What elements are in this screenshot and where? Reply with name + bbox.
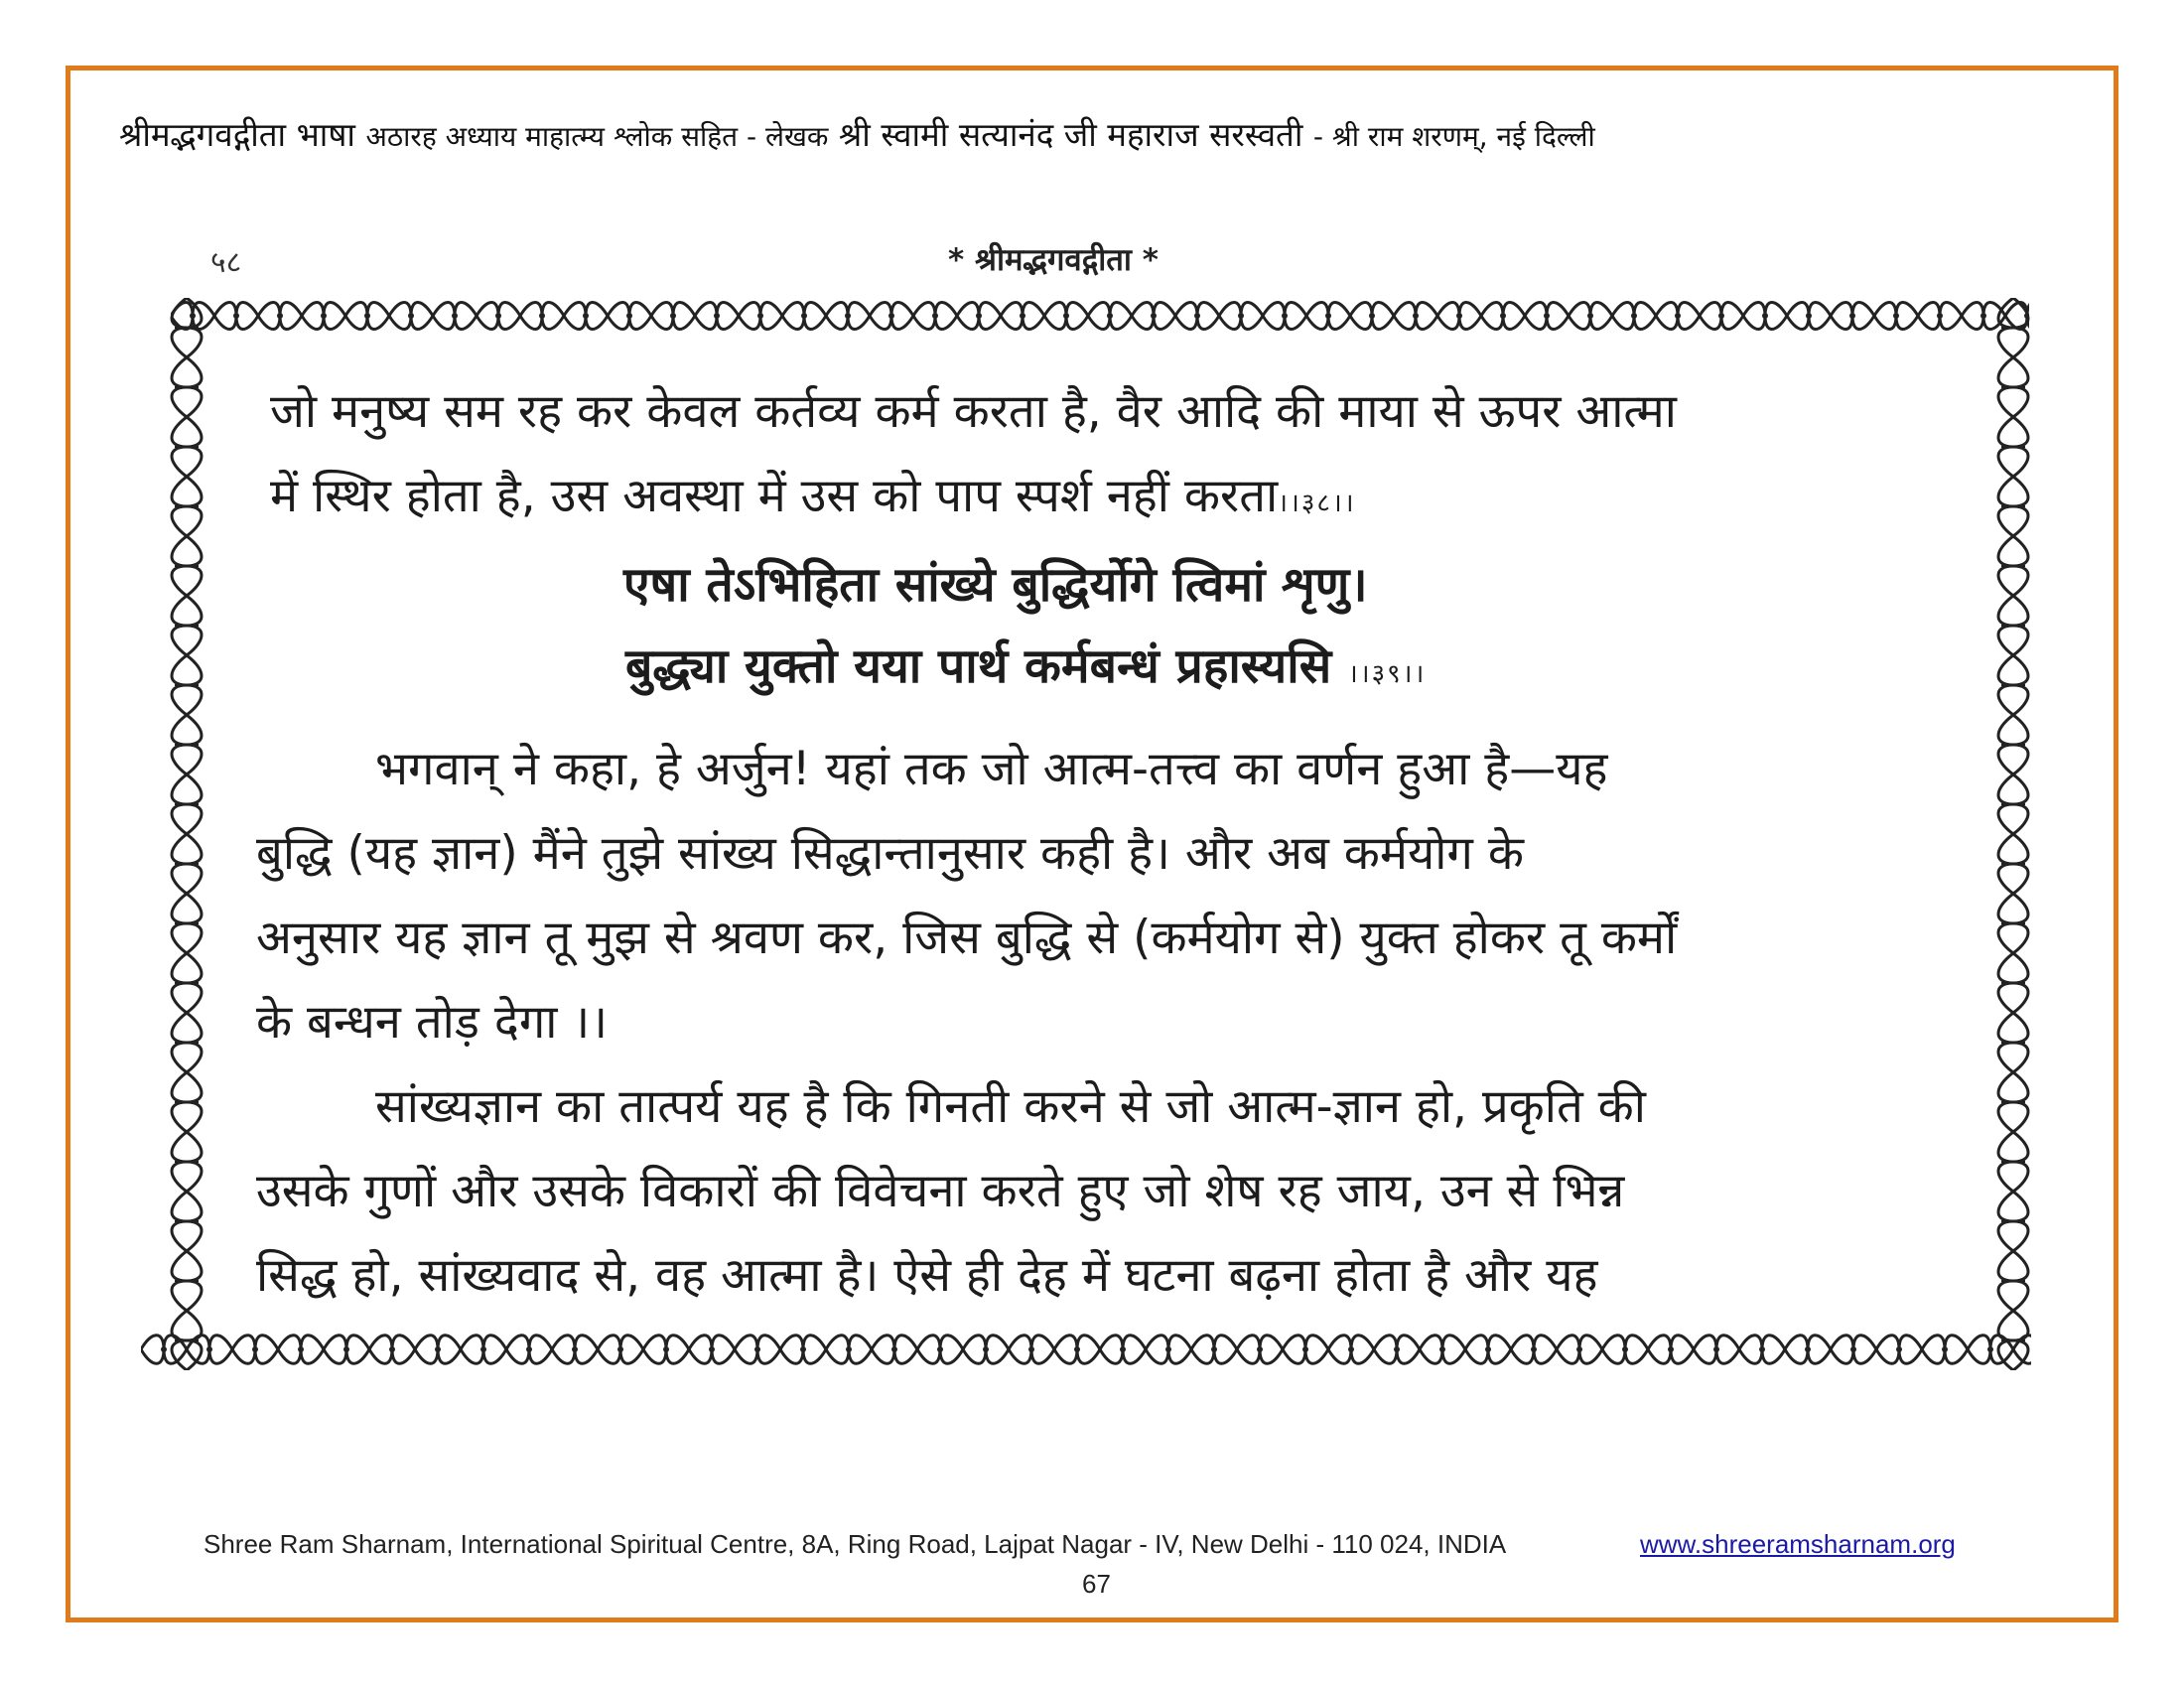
- header-subtitle: अठारह अध्याय माहात्म्य श्लोक सहित - लेखक: [365, 120, 829, 153]
- scan-page-number: ५८: [210, 245, 242, 280]
- text-line-5: अनुसार यह ज्ञान तू मुझ से श्रवण कर, जिस बुद्धि से (कर्मयोग से) युक्त होकर तू कर्मों: [256, 911, 1678, 965]
- website-link[interactable]: www.shreeramsharnam.org: [1640, 1529, 1956, 1559]
- ornament-border-right: [1987, 298, 2039, 1370]
- shloka-line-2-body: बुद्ध्या युक्तो यया पार्थ कर्मबन्धं प्रहास्यसि: [625, 638, 1332, 694]
- ornament-border-bottom: [141, 1327, 2031, 1372]
- header-author: श्री स्वामी सत्यानंद जी महाराज सरस्वती: [838, 115, 1303, 154]
- text-line-1: जो मनुष्य सम रह कर केवल कर्तव्य कर्म करता है, वैर आदि की माया से ऊपर आत्मा: [270, 384, 1677, 439]
- text-line-2: [270, 462, 1356, 525]
- text-line-4: बुद्धि (यह ज्ञान) मैंने तुझे सांख्य सिद्धान्तानुसार कही है। और अब कर्मयोग के: [256, 826, 1524, 881]
- scan-running-title: * श्रीमद्भगवद्गीता *: [948, 242, 1159, 278]
- text-line-6: के बन्धन तोड़ देगा ।।: [256, 995, 609, 1050]
- text-line-8: उसके गुणों और उसके विकारों की विवेचना करते हुए जो शेष रह जाय, उन से भिन्न: [256, 1164, 1625, 1218]
- verse-number-38: ।।३८।।: [1278, 489, 1356, 518]
- document-header: [119, 111, 2085, 156]
- shloka-line-1: एषा तेऽभिहिता सांख्ये बुद्धिर्योगे त्विमां शृणु।: [623, 557, 1368, 613]
- header-publisher: - श्री राम शरणम्, नई दिल्ली: [1312, 120, 1595, 153]
- verse-number-39: ।।३९।।: [1347, 659, 1427, 689]
- ornament-border-left: [161, 298, 212, 1370]
- footer-page-number: 67: [1082, 1569, 1111, 1599]
- header-title: श्रीमद्भगवद्गीता भाषा: [119, 115, 355, 154]
- shloka-line-2: [625, 633, 1426, 697]
- footer-address: Shree Ram Sharnam, International Spiritual Centre, 8A, Ring Road, Lajpat Nagar - IV, New Delhi - 110 024, INDIA: [204, 1529, 1507, 1559]
- text-line-9: सिद्ध हो, सांख्यवाद से, वह आत्मा है। ऐसे ही देह में घटना बढ़ना होता है और यह: [256, 1248, 1598, 1303]
- text-line-2-body: में स्थिर होता है, उस अवस्था में उस को पाप स्पर्श नहीं करता: [270, 469, 1279, 523]
- ornament-border-top: [171, 294, 2029, 338]
- text-line-3: भगवान् ने कहा, हे अर्जुन! यहां तक जो आत्म-तत्त्व का वर्णन हुआ है—यह: [375, 742, 1608, 796]
- text-line-7: सांख्यज्ञान का तात्पर्य यह है कि गिनती करने से जो आत्म-ज्ञान हो, प्रकृति की: [375, 1079, 1646, 1134]
